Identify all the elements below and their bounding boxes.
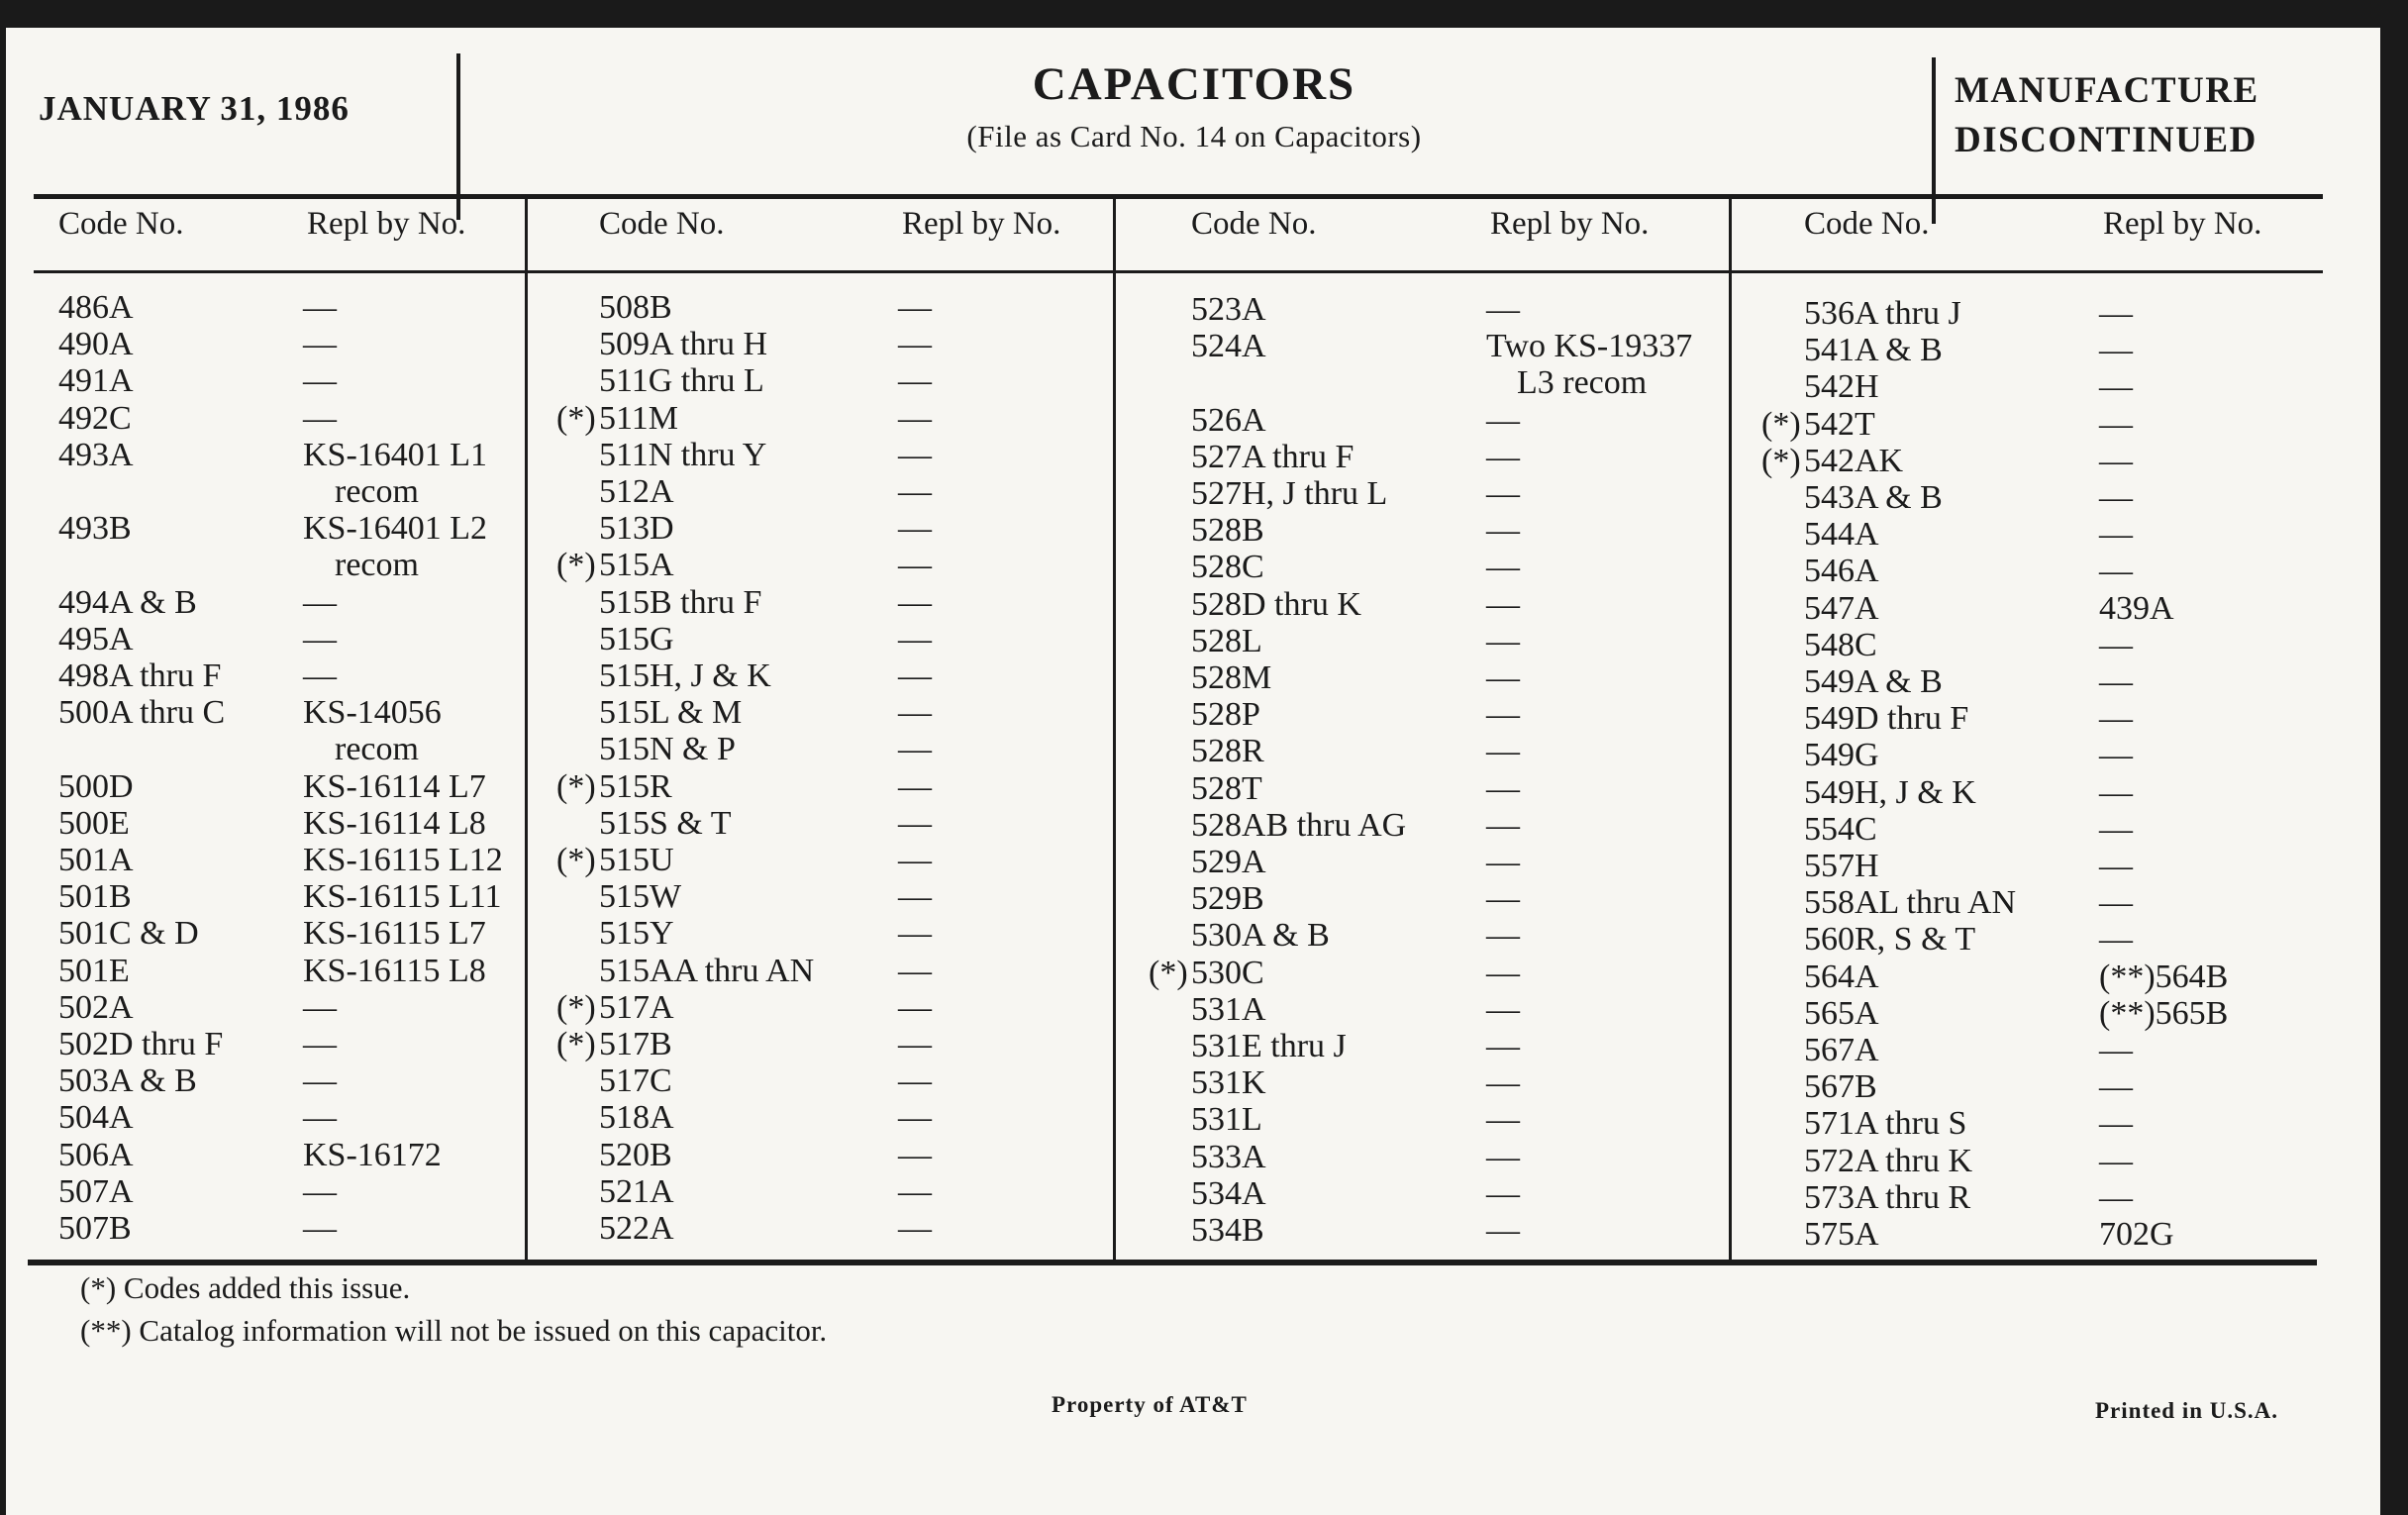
replacement-cell: — (1486, 990, 1520, 1028)
replacement-cell: — (303, 1026, 337, 1062)
column-header-repl: Repl by No. (2103, 206, 2262, 242)
code-cell: 507B (58, 1210, 132, 1247)
replacement-cell: — (2099, 1068, 2133, 1106)
code-cell: 528D thru K (1191, 585, 1361, 623)
code-cell: 523A (1191, 291, 1266, 328)
code-cell: 501B (58, 878, 132, 916)
replacement-cell: — (898, 362, 932, 400)
replacement-cell: KS-16114 L8 (303, 804, 486, 842)
replacement-cell: — (2099, 626, 2133, 663)
code-cell: 506A (58, 1136, 134, 1173)
code-cell: 524A (1191, 328, 1266, 365)
replacement-cell: — (2099, 1105, 2133, 1143)
code-cell: 515S & T (599, 804, 732, 842)
code-cell: 515R (599, 767, 672, 805)
code-cell: 527A thru F (1191, 438, 1354, 475)
replacement-cell: — (2099, 368, 2133, 406)
code-cell: 515AA thru AN (599, 952, 815, 989)
replacement-cell: — (898, 399, 932, 437)
code-cell: 500D (58, 767, 134, 805)
replacement-cell: — (2099, 884, 2133, 922)
replacement-cell: — (1486, 806, 1520, 844)
code-cell: 558AL thru AN (1804, 884, 2017, 922)
code-cell: 557H (1804, 848, 1879, 884)
new-code-marker: (*) (556, 842, 596, 878)
replacement-cell: — (1486, 401, 1520, 439)
column-header-code: Code No. (58, 206, 184, 242)
replacement-cell: — (898, 1062, 932, 1100)
replacement-cell: — (1486, 1138, 1520, 1175)
replacement-cell: — (2099, 295, 2133, 332)
replacement-cell: — (898, 952, 932, 989)
replacement-cell: — (1486, 1101, 1520, 1139)
code-cell: 495A (58, 620, 134, 657)
code-cell: 527H, J thru L (1191, 475, 1388, 512)
code-cell: 544A (1804, 516, 1879, 554)
replacement-cell: (**)565B (2099, 994, 2229, 1032)
replacement-cell: — (898, 694, 932, 732)
code-cell: 575A (1804, 1216, 1879, 1253)
replacement-cell: — (898, 326, 932, 363)
replacement-cell: — (898, 289, 932, 326)
replacement-cell: KS-16115 L11 (303, 878, 502, 916)
replacement-cell: KS-16115 L7 (303, 915, 486, 953)
code-cell: 528T (1191, 769, 1262, 807)
code-cell: 571A thru S (1804, 1105, 1967, 1143)
replacement-cell: — (898, 988, 932, 1026)
replacement-cell: — (1486, 954, 1520, 991)
page-subtitle: (File as Card No. 14 on Capacitors) (966, 119, 1422, 153)
new-code-marker: (*) (1761, 442, 1801, 479)
replacement-cell: — (898, 1210, 932, 1247)
new-code-marker: (*) (556, 399, 596, 437)
code-cell: 513D (599, 510, 674, 548)
replacement-cell: KS-16115 L12 (303, 842, 503, 878)
replacement-cell: 439A (2099, 589, 2174, 627)
replacement-cell: — (303, 620, 337, 657)
replacement-cell: — (1486, 733, 1520, 770)
code-cell: 565A (1804, 994, 1879, 1032)
replacement-cell: — (1486, 1212, 1520, 1249)
code-cell: 533A (1191, 1138, 1266, 1175)
replacement-cell: — (303, 362, 337, 400)
code-cell: 515W (599, 878, 682, 916)
code-cell: 515Y (599, 915, 674, 953)
footnote-single-asterisk: (*) Codes added this issue. (80, 1270, 411, 1305)
code-cell: 515U (599, 842, 674, 878)
replacement-cell: — (303, 583, 337, 621)
replacement-cell: — (898, 1172, 932, 1210)
replacement-cell: — (303, 657, 337, 694)
replacement-cell: — (898, 1136, 932, 1173)
code-cell: 515N & P (599, 731, 736, 768)
code-cell: 573A thru R (1804, 1178, 1971, 1216)
replacement-cell: — (2099, 479, 2133, 516)
replacement-cell: — (2099, 848, 2133, 884)
code-cell: 504A (58, 1099, 134, 1137)
replacement-cell: — (303, 326, 337, 363)
column-header-repl: Repl by No. (902, 206, 1061, 242)
replacement-cell: — (2099, 516, 2133, 554)
replacement-cell: — (2099, 1178, 2133, 1216)
replacement-cell: — (2099, 442, 2133, 479)
replacement-cell: — (898, 804, 932, 842)
code-cell: 536A thru J (1804, 295, 1961, 332)
code-cell: 549D thru F (1804, 700, 1969, 738)
replacement-cell: — (303, 1099, 337, 1137)
code-cell: 528B (1191, 512, 1264, 550)
code-cell: 507A (58, 1172, 134, 1210)
code-cell: 534B (1191, 1212, 1264, 1249)
replacement-cell: — (1486, 769, 1520, 807)
code-cell: 511M (599, 399, 678, 437)
code-cell: 530C (1191, 954, 1264, 991)
code-cell: 572A thru K (1804, 1142, 1972, 1179)
column-header-repl: Repl by No. (1490, 206, 1650, 242)
code-cell: 547A (1804, 589, 1879, 627)
new-code-marker: (*) (1761, 405, 1801, 443)
code-cell: 515G (599, 620, 674, 657)
replacement-cell: — (2099, 810, 2133, 848)
replacement-cell: — (2099, 405, 2133, 443)
replacement-cell: — (2099, 663, 2133, 700)
code-cell: 517C (599, 1062, 672, 1100)
replacement-cell: — (303, 399, 337, 437)
code-cell: 528M (1191, 659, 1272, 696)
code-cell: 494A & B (58, 583, 197, 621)
replacement-cell: — (1486, 549, 1520, 586)
status-line-2: DISCONTINUED (1955, 120, 2258, 160)
replacement-cell: — (1486, 585, 1520, 623)
replacement-cell: — (303, 1172, 337, 1210)
code-cell: 549G (1804, 737, 1879, 774)
code-cell: 501C & D (58, 915, 199, 953)
code-cell: 515B thru F (599, 583, 762, 621)
code-cell: 549A & B (1804, 663, 1943, 700)
code-cell: 500A thru C (58, 694, 226, 732)
replacement-cell: — (2099, 1142, 2133, 1179)
code-cell: 486A (58, 289, 134, 326)
replacement-cell: — (2099, 700, 2133, 738)
code-cell: 567B (1804, 1068, 1877, 1106)
code-cell: 509A thru H (599, 326, 767, 363)
code-cell: 543A & B (1804, 479, 1943, 516)
code-cell: 528AB thru AG (1191, 806, 1407, 844)
code-cell: 531A (1191, 990, 1266, 1028)
replacement-cell: — (1486, 659, 1520, 696)
footnote-double-asterisk: (**) Catalog information will not be issued on this capacitor. (80, 1313, 828, 1348)
code-cell: 529A (1191, 844, 1266, 880)
code-cell: 531K (1191, 1064, 1266, 1102)
replacement-cell: — (2099, 773, 2133, 811)
printed-notice: Printed in U.S.A. (2095, 1398, 2279, 1423)
replacement-cell: KS-14056 (303, 694, 442, 732)
code-cell: 520B (599, 1136, 672, 1173)
replacement-cell: — (2099, 921, 2133, 959)
new-code-marker: (*) (556, 547, 596, 584)
replacement-cell: — (1486, 880, 1520, 918)
replacement-cell: KS-16114 L7 (303, 767, 486, 805)
code-cell: 526A (1191, 401, 1266, 439)
code-cell: 503A & B (58, 1062, 197, 1100)
table-top-rule (34, 194, 2323, 199)
replacement-cell: — (2099, 737, 2133, 774)
replacement-cell: — (1486, 917, 1520, 955)
code-cell: 518A (599, 1099, 674, 1137)
code-cell: 498A thru F (58, 657, 222, 694)
column-header-repl: Repl by No. (307, 206, 466, 242)
replacement-cell: — (1486, 512, 1520, 550)
code-cell: 517A (599, 988, 674, 1026)
table-bottom-rule (28, 1260, 2317, 1265)
code-cell: 542AK (1804, 442, 1904, 479)
code-cell: 528P (1191, 696, 1260, 734)
code-cell: 517B (599, 1026, 672, 1062)
replacement-cell: Two KS-19337 (1486, 328, 1693, 365)
code-cell: 501A (58, 842, 134, 878)
replacement-cell-continuation: recom (335, 473, 419, 510)
replacement-cell: KS-16115 L8 (303, 952, 486, 989)
new-code-marker: (*) (556, 988, 596, 1026)
column-divider (1113, 196, 1116, 1262)
replacement-cell: — (898, 473, 932, 510)
replacement-cell: — (898, 915, 932, 953)
code-cell: 511G thru L (599, 362, 764, 400)
code-cell: 528L (1191, 622, 1262, 659)
replacement-cell-continuation: recom (335, 731, 419, 768)
code-cell: 546A (1804, 553, 1879, 590)
new-code-marker: (*) (556, 1026, 596, 1062)
column-divider (1729, 196, 1732, 1262)
replacement-cell: — (1486, 1064, 1520, 1102)
replacement-cell: — (898, 510, 932, 548)
code-cell: 567A (1804, 1032, 1879, 1068)
issue-date: JANUARY 31, 1986 (39, 89, 350, 128)
code-cell: 491A (58, 362, 134, 400)
replacement-cell: — (898, 657, 932, 694)
replacement-cell-continuation: L3 recom (1517, 364, 1648, 402)
replacement-cell: — (1486, 1028, 1520, 1064)
code-cell: 501E (58, 952, 130, 989)
catalog-card (6, 28, 2380, 1515)
column-header-code: Code No. (599, 206, 725, 242)
page-title: CAPACITORS (1032, 58, 1356, 110)
code-cell: 490A (58, 326, 134, 363)
code-cell: 542H (1804, 368, 1879, 406)
replacement-cell: — (1486, 1174, 1520, 1212)
replacement-cell: KS-16401 L1 (303, 436, 488, 473)
property-notice: Property of AT&T (1052, 1392, 1248, 1417)
code-cell: 502A (58, 988, 134, 1026)
replacement-cell: — (303, 1210, 337, 1247)
column-divider (525, 196, 528, 1262)
replacement-cell: — (898, 436, 932, 473)
replacement-cell: — (898, 547, 932, 584)
replacement-cell: — (1486, 844, 1520, 880)
replacement-cell: KS-16401 L2 (303, 510, 488, 548)
replacement-cell: — (2099, 553, 2133, 590)
replacement-cell: — (1486, 696, 1520, 734)
code-cell: 530A & B (1191, 917, 1330, 955)
code-cell: 542T (1804, 405, 1875, 443)
code-cell: 531E thru J (1191, 1028, 1347, 1064)
replacement-cell: — (898, 1099, 932, 1137)
code-cell: 511N thru Y (599, 436, 767, 473)
code-cell: 522A (599, 1210, 674, 1247)
code-cell: 500E (58, 804, 130, 842)
replacement-cell: — (303, 988, 337, 1026)
column-header-code: Code No. (1191, 206, 1317, 242)
code-cell: 534A (1191, 1174, 1266, 1212)
code-cell: 541A & B (1804, 332, 1943, 369)
code-cell: 493A (58, 436, 134, 473)
replacement-cell: — (1486, 291, 1520, 328)
status-line-1: MANUFACTURE (1955, 70, 2259, 111)
code-cell: 512A (599, 473, 674, 510)
replacement-cell: 702G (2099, 1216, 2174, 1253)
replacement-cell: — (2099, 332, 2133, 369)
replacement-cell: — (898, 731, 932, 768)
replacement-cell: — (1486, 438, 1520, 475)
replacement-cell: (**)564B (2099, 958, 2229, 995)
replacement-cell: — (898, 620, 932, 657)
replacement-cell: — (898, 878, 932, 916)
code-cell: 548C (1804, 626, 1877, 663)
code-cell: 493B (58, 510, 132, 548)
replacement-cell: — (303, 1062, 337, 1100)
replacement-cell-continuation: recom (335, 547, 419, 584)
replacement-cell: KS-16172 (303, 1136, 442, 1173)
code-cell: 549H, J & K (1804, 773, 1976, 811)
new-code-marker: (*) (1149, 954, 1188, 991)
code-cell: 492C (58, 399, 132, 437)
code-cell: 560R, S & T (1804, 921, 1976, 959)
code-cell: 528R (1191, 733, 1264, 770)
replacement-cell: — (303, 289, 337, 326)
replacement-cell: — (898, 1026, 932, 1062)
code-cell: 515L & M (599, 694, 743, 732)
code-cell: 515H, J & K (599, 657, 771, 694)
code-cell: 502D thru F (58, 1026, 224, 1062)
replacement-cell: — (898, 767, 932, 805)
code-cell: 564A (1804, 958, 1879, 995)
replacement-cell: — (898, 583, 932, 621)
replacement-cell: — (1486, 622, 1520, 659)
code-cell: 515A (599, 547, 674, 584)
replacement-cell: — (2099, 1032, 2133, 1068)
code-cell: 508B (599, 289, 672, 326)
code-cell: 554C (1804, 810, 1877, 848)
column-header-code: Code No. (1804, 206, 1930, 242)
code-cell: 529B (1191, 880, 1264, 918)
code-cell: 531L (1191, 1101, 1262, 1139)
replacement-cell: — (1486, 475, 1520, 512)
new-code-marker: (*) (556, 767, 596, 805)
header-bottom-rule (34, 270, 2323, 273)
code-cell: 521A (599, 1172, 674, 1210)
replacement-cell: — (898, 842, 932, 878)
code-cell: 528C (1191, 549, 1264, 586)
